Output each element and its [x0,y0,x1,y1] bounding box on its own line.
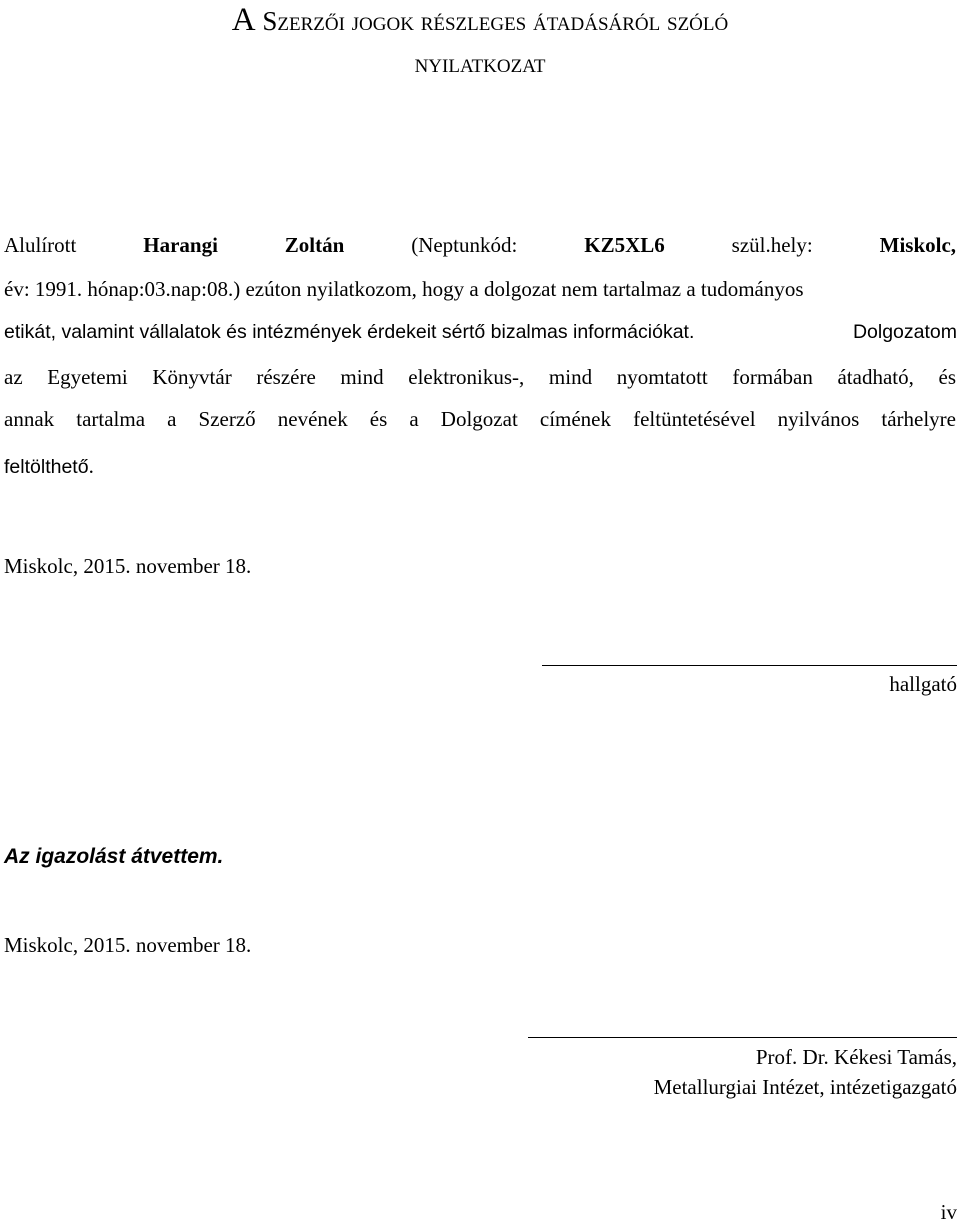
declaration-line-2: év: 1991. hónap:03.nap:08.) ezúton nyilatkozom, hogy a dolgozat nem tartalmaz a tudományos [4,277,804,301]
student-signature-label: hallgató [889,672,957,696]
document-title-line-1 [0,2,960,39]
student-given-name: Zoltán [284,233,345,257]
acknowledgement-heading: Az igazolást átvettem. [4,845,224,868]
word-alulirott: Alulírott [4,233,77,257]
declaration-line-3-text: etikát, valamint vállalatok és intézmények érdekeit sértő bizalmas információkat. [4,321,695,343]
title-line-1-text: Szerzői jogok részleges átadásáról szóló [262,6,729,36]
declaration-line-5: annak tartalma a Szerző nevének és a Dolgozat címének feltüntetésével nyilvános tárhelyre [4,407,956,431]
supervisor-affiliation: Metallurgiai Intézet, intézetigazgató [653,1075,957,1099]
declaration-line-1 [4,231,956,259]
declaration-line-3-tail: Dolgozatom [852,321,957,343]
neptun-label: (Neptunkód: [411,233,518,257]
page-number: iv [940,1200,957,1224]
declaration-line-6 [4,452,94,481]
place-date-supervisor: Miskolc, 2015. november 18. [4,933,252,957]
student-surname: Harangi [143,233,218,257]
declaration-line-4: az Egyetemi Könyvtár részére mind elektronikus-, mind nyomtatott formában átadható, és [4,365,956,389]
title-initial: A [231,2,256,38]
document-title-line-2: nyilatkozat [414,48,546,78]
declaration-line-6-text: feltölthető [4,456,89,478]
place-date-student: Miskolc, 2015. november 18. [4,554,252,578]
declaration-line-3 [4,318,694,346]
birthplace-value: Miskolc, [879,233,957,257]
supervisor-signature-line [528,1037,957,1038]
neptun-code: KZ5XL6 [584,233,665,257]
birthplace-label: szül.hely: [731,233,813,257]
declaration-line-6-period: . [88,454,94,478]
supervisor-name: Prof. Dr. Kékesi Tamás, [755,1045,957,1069]
student-signature-line [542,665,957,666]
